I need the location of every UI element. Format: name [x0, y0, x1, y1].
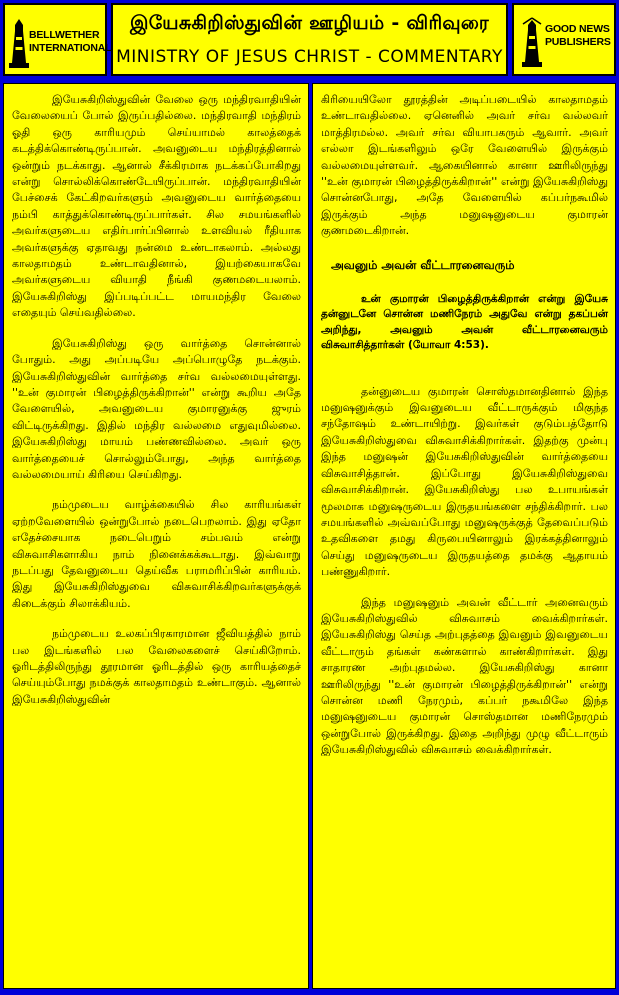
paragraph: தன்னுடைய குமாரன் சொஸ்தமானதினால் இந்த மனுஷனுக்கும் இவனுடைய வீட்டாருக்கும் மிகுந்த சந்தோஷம் உண்டாயிற்று. இவர்கள் குடும்பத்தோடு இயேசுகிறிஸ்துவை விசுவாசிக்கிறார்கள். இதற்கு முன்பு இந்த மனுஷன் இயேசுகிறிஸ்துவின் வார்த்தையை விசுவாசித்தான். இப்போது இயேசுகிறிஸ்துவை விசுவாசிக்கிறான். இயேசுகிறிஸ்து பல உபாயங்கள் மூலமாக மனுஷருடைய இருதயங்களை சந்திக்கிறார். பல சமயங்களில் அவ்வப்போது மனுஷருக்குத் தேவைப்படும் உதவிகளை தமது கிருபையினாலும் இரக்கத்தினாலும் செய்து மனுஷருடைய இருதயத்தை தமக்கு ஆதாயம் பண்ணுகிறார். — [321, 384, 608, 579]
good-news-publishers-logo — [512, 3, 616, 76]
paragraph: இயேசுகிறிஸ்து ஒரு வார்த்தை சொன்னால் போதும். அது அப்படியே அப்பொழுதே நடக்கும். இயேசுகிறிஸ்துவின் வார்த்தை சர்வ வல்லமையுள்ளது. ''உன் குமாரன் பிழைத்திருக்கிறான்'' என்று கூறிய அதே வேளையில், அவனுடைய குமாரனுக்கு ஜுரம் விட்டிருக்கிறது. இதில் மந்திர வல்லமை எதுவுமில்லை. இயேசுகிறிஸ்து மாயம் பண்ணவில்லை. அவர் ஒரு வார்த்தையைச் சொல்லும்போது, அந்த வார்த்தை வல்லமையாய் கிரியை செய்கிறது. — [12, 336, 301, 481]
paragraph: நம்முடைய வாழ்க்கையில் சில காரியங்கள் ஏற்றவேளையில் ஒன்றுபோல் நடைபெறலாம். இது ஏதோ எதேச்சையாக நடைபெறும் சம்பவம் என்று விசுவாசிகளாகிய நாம் நினைக்கக்கூடாது. இவ்வாறு நடப்பது தேவனுடைய தெய்வீக பராமரிப்பின் காரியம். இது இயேசுகிறிஸ்துவை விசுவாசிக்கிறவர்களுக்குக் கிடைக்கும் சிலாக்கியம். — [12, 498, 301, 610]
good-news-logo-text: GOOD NEWS PUBLISHERS — [545, 23, 611, 48]
lighthouse-icon — [521, 16, 543, 68]
right-column — [312, 83, 616, 989]
section-heading: அவனும் அவன் வீட்டாரனைவரும் — [331, 257, 515, 272]
bellwether-logo — [3, 3, 112, 76]
page-title — [111, 3, 508, 76]
title-english: MINISTRY OF JESUS CHRIST - COMMENTARY — [116, 47, 503, 67]
left-column — [3, 83, 309, 989]
lighthouse-icon — [9, 19, 29, 69]
header — [0, 0, 619, 80]
title-tamil: இயேசுகிறிஸ்துவின் ஊழியம் - விரிவுரை — [130, 12, 489, 34]
bellwether-logo-text: BELLWETHER INTERNATIONAL — [29, 29, 112, 54]
scripture-quote: உன் குமாரன் பிழைத்திருக்கிறான் என்று இயேசு தன்னுடனே சொன்ன மணிநேரம் அதுவே என்று தகப்பன் அறிந்து, அவனும் அவன் வீட்டாரனைவரும் விசுவாசித்தார்கள் (யோவா 4:53). — [321, 292, 608, 352]
paragraph: இயேசுகிறிஸ்துவின் வேலை ஒரு மந்திரவாதியின் வேலையைப் போல் இருப்பதில்லை. மந்திரவாதி மந்திரம் ஓதி ஒரு காரியமும் செய்யாமல் காலத்தைக் கடத்திக்கொண்டிருப்பான். அவனுடைய மந்திரத்தினால் ஒன்றும் நடக்காது. ஆனால் சீக்கிரமாக நடக்கப்போகிறது என்று சொல்லிக்கொண்டேயிருப்பான். மந்திரவாதியின் பேச்சைக் கேட்கிறவர்களும் அவனுடைய வார்த்தையை நம்பி காத்துக்கொண்டிருப்பார்கள். சில சமயங்களில் அவர்களுடைய எதிர்பார்ப்பினால் உளவியல் ரீதியாக அவர்களுக்கு ஏதாவது நன்மை உண்டாகலாம். அல்லது காலதாமதம் உண்டாவதினால், இயற்கையாகவே அவர்களுடைய வியாதி நீங்கி குணமடையலாம். இயேசுகிறிஸ்து இப்படிப்பட்ட மாயமந்திர வேலை எதையும் செய்வதில்லை. — [12, 93, 301, 320]
paragraph: நம்முடைய உலகப்பிரகாரமான ஜீவியத்தில் நாம் பல இடங்களில் பல வேலைகளைச் செய்கிறோம். ஓரிடத்திலிருந்து தூரமான ஓரிடத்தில் ஒரு காரியத்தைச் செய்யும்போது நமக்குக் காலதாமதம் உண்டாகும். ஆனால் இயேசுகிறிஸ்துவின் — [12, 627, 301, 706]
paragraph: கிரியையிலோ தூரத்தின் அடிப்படையில் காலதாமதம் உண்டாவதில்லை. ஏனெனில் அவர் சர்வ வல்லவர் மாத்திரமல்ல. அவர் சர்வ வியாபகரும் ஆவார். அவர் எல்லா இடங்களிலும் ஒரே வேளையில் இருக்கும் வல்லமையுள்ளவர். ஆகையினால் கானா ஊரிலிருந்து ''உன் குமாரன் பிழைத்திருக்கிறான்'' என்று இயேசுகிறிஸ்து சொன்னபோது, அதே வேளையில் கப்பர்நகூமில் இருக்கும் அந்த மனுஷனுடைய குமாரன் குணமடைகிறான். — [321, 93, 608, 238]
paragraph: இந்த மனுஷனும் அவன் வீட்டார் அனைவரும் இயேசுகிறிஸ்துவில் விசுவாசம் வைக்கிறார்கள். இயேசுகிறிஸ்து செய்த அற்புதத்தை இவனும் இவனுடைய வீட்டாரும் தங்கள் கண்களால் காண்கிறார்கள். இது சாதாரண அற்புதமல்ல. இயேசுகிறிஸ்து கானா ஊரிலிருந்து ''உன் குமாரன் பிழைத்திருக்கிறான்'' என்று சொன்ன மணி நேரமும், கப்பர் நகூமிலே இந்த மனுஷனுடைய குமாரன் சொஸ்தமான மணிநேரமும் ஒன்றுபோல் இருக்கிறது. இதை அறிந்து முழு வீட்டாரும் இயேசுகிறிஸ்துவில் விசுவாசம் வைக்கிறார்கள். — [321, 595, 608, 757]
